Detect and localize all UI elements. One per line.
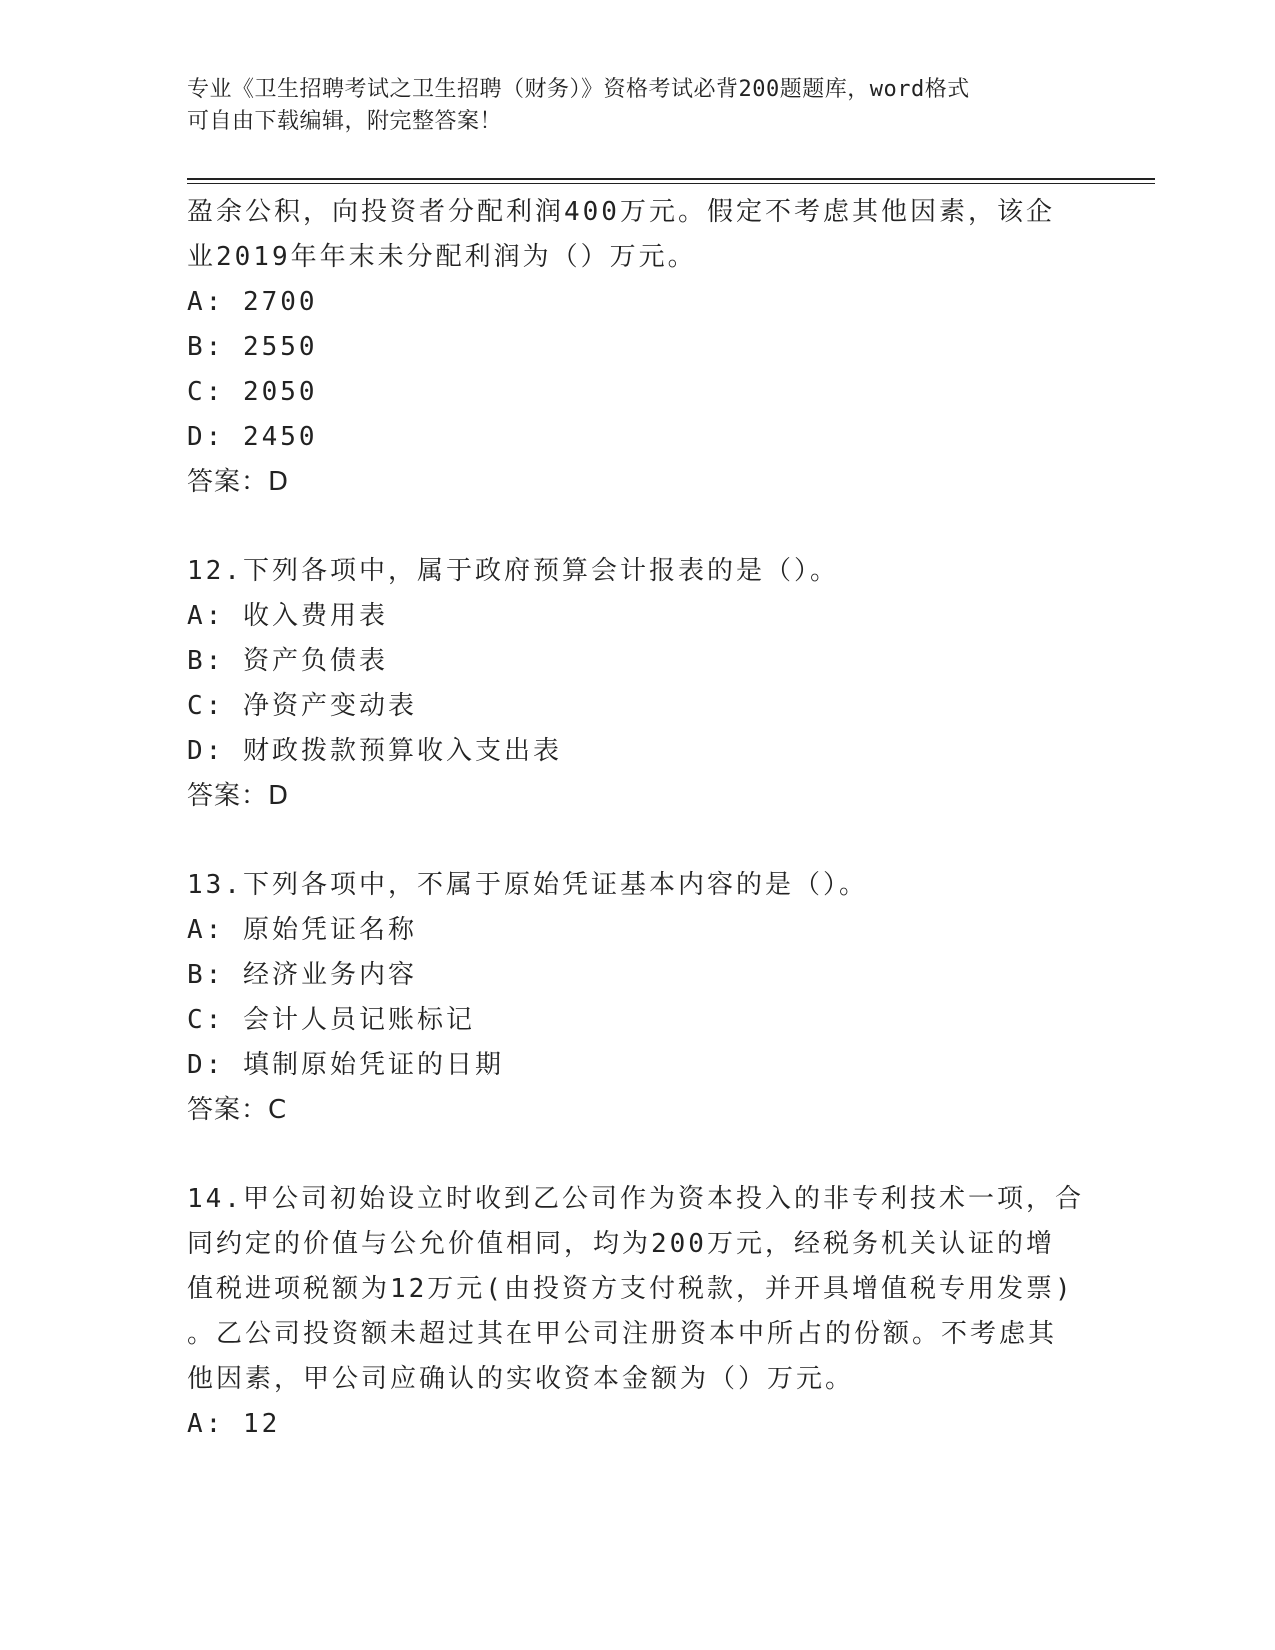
option-d: D: 财政拨款预算收入支出表: [187, 736, 562, 766]
question-spacer: [187, 1133, 1087, 1177]
page-header: [187, 74, 1077, 138]
option-d: D: 填制原始凭证的日期: [187, 1050, 504, 1080]
option-b: B: 经济业务内容: [187, 960, 417, 990]
option-a: A: 收入费用表: [187, 601, 388, 631]
question-stem-line: 13.下列各项中，不属于原始凭证基本内容的是（）。: [187, 870, 868, 900]
question-stem-line: 值税进项税额为12万元(由投资方支付税款，并开具增值税专用发票): [187, 1274, 1074, 1304]
answer-label: 答案：C: [187, 1095, 288, 1125]
option-b: B: 2550: [187, 332, 318, 362]
question-13: [187, 863, 1087, 1133]
option-c: C: 2050: [187, 377, 318, 407]
header-title-line-1: 专业《卫生招聘考试之卫生招聘（财务）》资格考试必背200题题库，word格式: [187, 77, 970, 102]
question-stem-line: 12.下列各项中，属于政府预算会计报表的是（）。: [187, 556, 839, 586]
header-divider-thick: [187, 178, 1155, 180]
question-11: [187, 190, 1087, 505]
answer-label: 答案：D: [187, 781, 290, 811]
option-d: D: 2450: [187, 422, 318, 452]
question-spacer: [187, 819, 1087, 863]
header-divider-thin: [187, 183, 1155, 184]
header-title-line-2: 可自由下载编辑，附完整答案！: [187, 109, 503, 134]
question-stem-line: 同约定的价值与公允价值相同，均为200万元，经税务机关认证的增: [187, 1229, 1055, 1259]
question-spacer: [187, 505, 1087, 549]
question-stem-line: 业2019年年末未分配利润为（）万元。: [187, 242, 697, 272]
answer-label: 答案：D: [187, 467, 290, 497]
question-content: [187, 190, 1087, 1447]
question-stem-line: 盈余公积，向投资者分配利润400万元。假定不考虑其他因素，该企: [187, 197, 1055, 227]
option-c: C: 净资产变动表: [187, 691, 417, 721]
question-12: [187, 549, 1087, 819]
question-stem-line: 14.甲公司初始设立时收到乙公司作为资本投入的非专利技术一项，合: [187, 1184, 1084, 1214]
question-stem-line: 他因素，甲公司应确认的实收资本金额为（）万元。: [187, 1364, 855, 1394]
option-a: A: 2700: [187, 287, 318, 317]
option-a: A: 12: [187, 1409, 281, 1439]
option-a: A: 原始凭证名称: [187, 915, 417, 945]
option-b: B: 资产负债表: [187, 646, 388, 676]
question-14: [187, 1177, 1087, 1447]
question-stem-line: 。乙公司投资额未超过其在甲公司注册资本中所占的份额。不考虑其: [187, 1319, 1058, 1349]
option-c: C: 会计人员记账标记: [187, 1005, 475, 1035]
